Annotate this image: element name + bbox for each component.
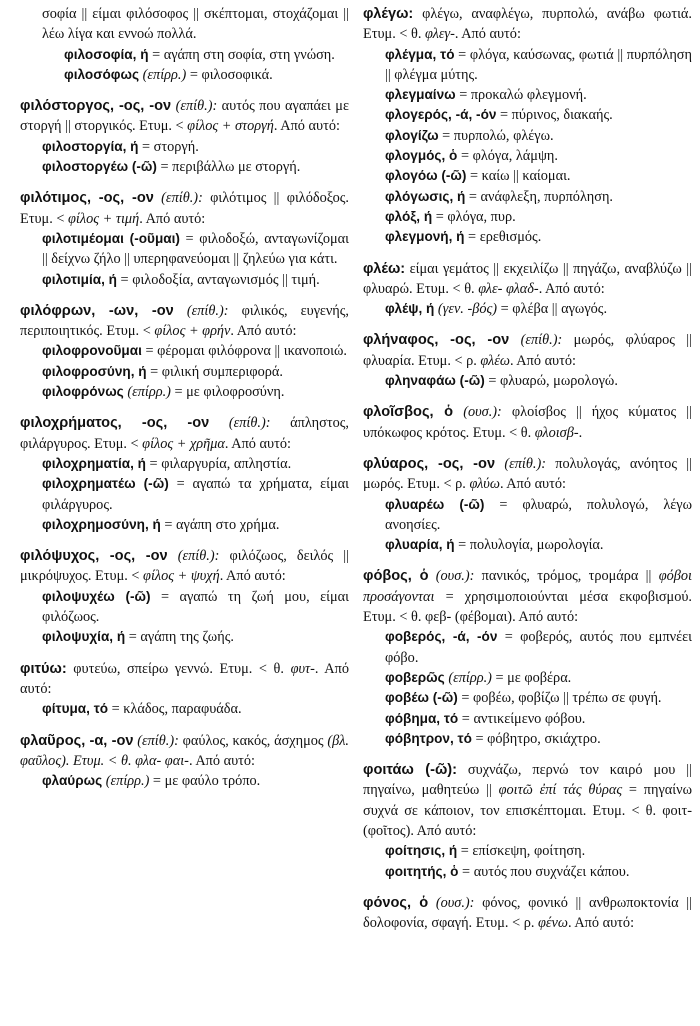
grammar-tag: (επίθ.): bbox=[173, 302, 229, 319]
entry-tail: . Από αυτό: bbox=[224, 435, 291, 452]
sub-headword: φλυαρία, ή bbox=[385, 537, 455, 553]
dictionary-entry bbox=[20, 301, 349, 402]
definition: φόνος, φονικό || ανθρωποκτονία || δολοφονία, σφαγή. Ετυμ. < ρ. bbox=[363, 894, 692, 932]
sub-definition: = αγάπη της ζωής. bbox=[125, 629, 234, 646]
sub-headword: φλυαρέω (-ῶ) bbox=[385, 496, 485, 512]
entry-headline bbox=[363, 760, 692, 841]
definition: πολυλογάς, ανόητος || μωρός. Ετυμ. < ρ. bbox=[363, 455, 692, 493]
sub-entry bbox=[385, 495, 692, 536]
sub-entry bbox=[64, 45, 349, 65]
sub-definition: = πύρινος, διακαής. bbox=[496, 107, 613, 124]
sub-definition: = φέρομαι φιλόφρονα || ικανοποιώ. bbox=[141, 343, 347, 360]
right-column bbox=[363, 4, 692, 1026]
headword: φιλόψυχος, -ος, -ον bbox=[20, 548, 168, 565]
sub-entry bbox=[385, 105, 692, 125]
sub-entry bbox=[42, 229, 349, 270]
headword: φιλόφρων, -ων, -ον bbox=[20, 302, 174, 319]
sub-headword: φλογίζω bbox=[385, 127, 439, 143]
grammar-tag: (επίθ.): bbox=[171, 98, 218, 115]
sub-headword: φοίτησις, ή bbox=[385, 843, 458, 859]
sub-entry bbox=[385, 207, 692, 227]
sub-definition: = φοβέω, φοβίζω || τρέπω σε φυγή. bbox=[457, 690, 662, 707]
dictionary-entry bbox=[20, 413, 349, 535]
etymology: φίλος + στοργή bbox=[187, 118, 274, 135]
entry-tail: = πηγαίνω συχνά σε κάποιον, τον επισκέπτομαι. Ετυμ. < θ. φοιτ- (φοῖτος). Από αυτό: bbox=[363, 782, 692, 839]
sub-headword: φλογμός, ὁ bbox=[385, 148, 458, 164]
sub-headword: φοβέω (-ῶ) bbox=[385, 690, 458, 706]
entry-tail: . Από αυτό: bbox=[454, 26, 521, 43]
sub-headword: φοβερῶς bbox=[385, 669, 445, 685]
sub-entry bbox=[64, 65, 349, 85]
sub-headword: φιλοχρημοσύνη, ή bbox=[42, 516, 161, 532]
entry-headline bbox=[363, 402, 692, 443]
sub-definition: = φλυαρώ, πολυλογώ, λέγω ανοησίες. bbox=[385, 496, 692, 533]
sub-definition: = φιλοσοφικά. bbox=[186, 66, 273, 83]
etymology: φίλος + χρῆμα bbox=[142, 435, 225, 452]
etymology: φλύω bbox=[469, 476, 500, 493]
definition: μωρός, φλύαρος || φλυαρία. Ετυμ. < ρ. bbox=[363, 332, 693, 369]
sub-entry bbox=[42, 627, 349, 647]
dictionary-entry bbox=[363, 330, 692, 391]
sub-definition: = ανάφλεξη, πυρπόληση. bbox=[465, 188, 613, 205]
grammar-tag: (γεν. -βός) bbox=[434, 301, 498, 318]
headword: φιλόστοργος, -ος, -ον bbox=[20, 98, 172, 115]
sub-definition: = φλόγα, καύσωνας, φωτιά || πυρπόληση || φλέγμα μύτης. bbox=[385, 46, 692, 83]
sub-headword: φλόγωσις, ή bbox=[385, 188, 466, 204]
entry-headline bbox=[20, 659, 349, 700]
headword: φλύαρος, -ος, -ον bbox=[363, 455, 496, 472]
entry-headline bbox=[20, 188, 349, 229]
grammar-tag: (επίθ.): bbox=[167, 548, 220, 565]
sub-definition: = με φαύλο τρόπο. bbox=[149, 773, 261, 790]
etymology: φίλος + τιμή bbox=[68, 210, 140, 227]
sub-headword: φόβημα, τό bbox=[385, 710, 459, 726]
entry-tail: . Από αυτό: bbox=[219, 568, 286, 585]
dictionary-entry bbox=[363, 402, 692, 443]
entry-tail: . Από αυτό: bbox=[567, 915, 635, 932]
dictionary-entry bbox=[363, 760, 692, 882]
sub-headword: φιλοτιμία, ή bbox=[42, 271, 117, 287]
sub-definition: = προκαλώ φλεγμονή. bbox=[455, 87, 587, 104]
sub-entry bbox=[385, 126, 692, 146]
definition: συχνάζω, περνώ τον καιρό μου || πηγαίνω, μαθητεύω || bbox=[363, 762, 692, 799]
sub-definition: = φιλαργυρία, απληστία. bbox=[145, 455, 292, 472]
sub-definition: = ερεθισμός. bbox=[464, 229, 542, 246]
entry-headline bbox=[363, 259, 692, 300]
sub-definition: = αγαπώ τη ζωή μου, είμαι φιλόζωος. bbox=[42, 588, 350, 626]
sub-entry bbox=[385, 841, 692, 861]
sub-entry bbox=[385, 166, 692, 186]
sub-entry bbox=[385, 862, 692, 882]
sub-entry bbox=[385, 535, 692, 555]
sub-entry bbox=[42, 515, 349, 535]
definition: είμαι γεμάτος || εκχειλίζω || πηγάζω, αναβλύζω || φλυαρώ. Ετυμ. < θ. bbox=[363, 260, 692, 297]
sub-entry bbox=[42, 157, 349, 177]
sub-headword: φιλοσόφως bbox=[64, 66, 140, 82]
sub-headword: φλογόω (-ῶ) bbox=[385, 168, 467, 184]
sub-definition: = φλόγα, πυρ. bbox=[432, 208, 516, 225]
sub-entry bbox=[42, 270, 349, 290]
sub-headword: φιλοφρονοῦμαι bbox=[42, 343, 142, 359]
sub-definition: = αγάπη στη σοφία, στη γνώση. bbox=[148, 46, 335, 63]
sub-entry bbox=[385, 371, 692, 391]
sub-definition: = πυρπολώ, φλέγω. bbox=[438, 127, 554, 144]
dictionary-entry bbox=[363, 4, 692, 248]
sub-headword: φλέψ, ή bbox=[385, 301, 435, 317]
dictionary-entry bbox=[363, 893, 692, 934]
definition: άπληστος, φιλάργυρος. Ετυμ. < bbox=[20, 415, 349, 452]
definition: φλέγω, αναφλέγω, πυρπολώ, ανάβω φωτιά. Ετυμ. < θ. bbox=[363, 6, 692, 43]
entry-tail: . Από αυτό: bbox=[188, 752, 256, 769]
grammar-tag: (επίθ.): bbox=[133, 732, 179, 749]
sub-entry bbox=[385, 146, 692, 166]
sub-definition: = αγάπη στο χρήμα. bbox=[160, 516, 280, 533]
sub-headword: φοιτητής, ὁ bbox=[385, 863, 459, 879]
sub-entry bbox=[385, 299, 692, 319]
sub-entry bbox=[42, 474, 349, 515]
entry-headline bbox=[20, 731, 349, 772]
sub-definition: = επίσκεψη, φοίτηση. bbox=[457, 843, 586, 860]
sub-headword: φιλοσοφία, ή bbox=[64, 46, 149, 62]
entry-headline bbox=[363, 893, 692, 934]
sub-entry bbox=[42, 341, 349, 361]
sub-definition: = φλόγα, λάμψη. bbox=[457, 148, 558, 165]
etymology: φίλος + ψυχή bbox=[143, 568, 220, 585]
etymology: φένω bbox=[538, 915, 568, 932]
grammar-tag: (επίρρ.) bbox=[139, 66, 187, 83]
headword: φόνος, ὁ bbox=[363, 894, 429, 911]
etymology: φίλος + φρήν bbox=[154, 323, 231, 340]
entry-tail: . Από αυτό: bbox=[509, 352, 576, 369]
headword: φλέγω: bbox=[363, 6, 414, 22]
entry-headline bbox=[20, 301, 349, 342]
entry-tail: . bbox=[578, 424, 583, 441]
sub-headword: φιλοχρηματία, ή bbox=[42, 455, 146, 471]
headword: φόβος, ὁ bbox=[363, 568, 429, 585]
sub-headword: φόβητρον, τό bbox=[385, 730, 472, 746]
grammar-tag: (επίθ.): bbox=[153, 190, 203, 207]
headword: φιλότιμος, -ος, -ον bbox=[20, 190, 154, 207]
sub-entry bbox=[42, 382, 349, 402]
dictionary-entry bbox=[20, 731, 349, 792]
sub-definition: = φλυαρώ, μωρολογώ. bbox=[484, 373, 618, 390]
sub-definition: = κλάδος, παραφυάδα. bbox=[108, 701, 242, 718]
sub-headword: φιλοχρηματέω (-ῶ) bbox=[42, 476, 169, 492]
sub-definition: = αυτός που συχνάζει κάπου. bbox=[458, 863, 630, 880]
definition: φιλόζωος, δειλός || μικρόψυχος. Ετυμ. < bbox=[20, 548, 350, 585]
sub-headword: φλόξ, ή bbox=[385, 208, 433, 224]
sub-headword: φλεγμαίνω bbox=[385, 87, 456, 103]
sub-definition: = φιλοδοξία, ανταγωνισμός || τιμή. bbox=[116, 271, 320, 288]
sub-entry bbox=[42, 771, 349, 791]
sub-headword: φιλοστοργία, ή bbox=[42, 138, 139, 154]
sub-definition: = περιβάλλω με στοργή. bbox=[156, 159, 301, 176]
entry-continuation: σοφία || είμαι φιλόσοφος || σκέπτομαι, στοχάζομαι || λέω λίγα και εννοώ πολλά. bbox=[42, 6, 349, 43]
entry-headline bbox=[20, 413, 349, 454]
sub-definition: = στοργή. bbox=[138, 138, 199, 155]
grammar-tag: (ουσ.): bbox=[453, 404, 502, 421]
sub-definition: = καίω || καίομαι. bbox=[466, 168, 571, 185]
grammar-tag: (επίθ.): bbox=[209, 415, 271, 432]
entry-headline bbox=[363, 566, 692, 627]
sub-headword: φιλοστοργέω (-ῶ) bbox=[42, 159, 157, 175]
sub-entry bbox=[385, 709, 692, 729]
dictionary-entry bbox=[20, 546, 349, 647]
dictionary-entry bbox=[363, 454, 692, 555]
sub-definition: = φόβητρο, σκιάχτρο. bbox=[471, 730, 601, 747]
headword: φλοῖσβος, ὁ bbox=[363, 404, 454, 421]
etymology: φλοισβ- bbox=[534, 424, 579, 441]
etymology: φοιτῶ ἐπί τάς θύρας bbox=[498, 782, 623, 799]
entry-headline bbox=[363, 4, 692, 45]
sub-entry bbox=[42, 362, 349, 382]
sub-headword: φιλοψυχέω (-ῶ) bbox=[42, 588, 151, 604]
headword: φιτύω: bbox=[20, 660, 67, 677]
dictionary-entry bbox=[20, 188, 349, 289]
sub-headword: φλεγμονή, ή bbox=[385, 229, 465, 245]
sub-definition: = με φοβέρα. bbox=[491, 669, 572, 686]
headword: φλαῦρος, -α, -ον bbox=[20, 732, 134, 749]
sub-headword: φλογερός, -ά, -όν bbox=[385, 107, 497, 123]
entry-headline bbox=[363, 330, 692, 371]
etymology: φυτ- bbox=[290, 660, 315, 677]
sub-headword: φλέγμα, τό bbox=[385, 46, 455, 62]
dictionary-entry bbox=[20, 96, 349, 177]
sub-entry bbox=[385, 187, 692, 207]
etymology: φλεγ- bbox=[425, 26, 455, 43]
sub-entry bbox=[42, 699, 349, 719]
sub-definition: = φοβερός, αυτός που εμπνέει φόβο. bbox=[385, 629, 692, 666]
sub-entry bbox=[385, 729, 692, 749]
sub-definition: = φιλική συμπεριφορά. bbox=[146, 363, 283, 380]
dictionary-entry bbox=[363, 259, 692, 320]
entry-headline bbox=[20, 96, 349, 137]
sub-entry bbox=[42, 137, 349, 157]
headword: φλήναφος, -ος, -ον bbox=[363, 332, 510, 349]
sub-definition: = φλέβα || αγωγός. bbox=[497, 301, 608, 318]
etymology: φλε- φλαδ- bbox=[478, 280, 539, 297]
etymology: (βλ. φαῦλος). Ετυμ. < θ. φλα- φαι- bbox=[20, 732, 349, 769]
grammar-tag: (επίθ.): bbox=[495, 455, 547, 472]
sub-entry bbox=[42, 454, 349, 474]
sub-headword: φιλοφρόνως bbox=[42, 384, 124, 400]
dictionary-entry bbox=[20, 659, 349, 720]
definition: φυτεύω, σπείρω γεννώ. Ετυμ. < θ. bbox=[66, 660, 291, 677]
grammar-tag: (ουσ.): bbox=[428, 568, 475, 585]
entry-tail: . Από αυτό: bbox=[20, 660, 349, 697]
definition: αυτός που αγαπάει με στοργή || στοργικός. Ετυμ. < bbox=[20, 98, 349, 135]
entry-headline bbox=[363, 454, 692, 495]
sub-definition: = αγαπώ τα χρήματα, είμαι φιλάργυρος. bbox=[42, 476, 349, 513]
grammar-tag: (επίρρ.) bbox=[444, 669, 492, 686]
sub-entry bbox=[385, 85, 692, 105]
sub-headword: φιλοτιμέομαι (-οῦμαι) bbox=[42, 230, 180, 246]
sub-headword: φίτυμα, τό bbox=[42, 701, 109, 717]
sub-headword: φλαύρως bbox=[42, 773, 103, 789]
sub-entry bbox=[385, 668, 692, 688]
entry-tail: . Από αυτό: bbox=[139, 210, 206, 227]
definition: φαύλος, κακός, άσχημος bbox=[178, 732, 328, 749]
grammar-tag: (επίθ.): bbox=[509, 332, 563, 349]
definition: φλοίσβος || ήχος κύματος || υπόκωφος κρότος. Ετυμ. < θ. bbox=[363, 404, 692, 441]
sub-definition: = με φιλοφροσύνη. bbox=[170, 384, 285, 401]
sub-definition: = αντικείμενο φόβου. bbox=[458, 710, 586, 727]
headword: φλέω: bbox=[363, 260, 406, 277]
definition: πανικός, τρόμος, τρομάρα || bbox=[474, 568, 659, 585]
sub-headword: φληναφάω (-ῶ) bbox=[385, 373, 485, 389]
grammar-tag: (επίρρ.) bbox=[123, 384, 171, 401]
etymology: φλέω bbox=[480, 352, 510, 369]
dictionary-entry bbox=[363, 566, 692, 749]
sub-entry bbox=[385, 688, 692, 708]
sub-entry bbox=[385, 45, 692, 86]
sub-entry bbox=[385, 627, 692, 668]
entry-tail: = χρησιμοποιούνται μέσα εκφοβισμού. Ετυμ. < θ. φεβ- (φέβομαι). Από αυτό: bbox=[363, 588, 692, 626]
headword: φοιτάω (-ῶ): bbox=[363, 762, 457, 779]
entry-tail: . Από αυτό: bbox=[273, 118, 340, 135]
etymology: φόβοι προσάγονται bbox=[363, 568, 692, 605]
grammar-tag: (ουσ.): bbox=[428, 894, 475, 911]
entry-tail: . Από αυτό: bbox=[538, 280, 605, 297]
definition: φιλότιμος || φιλόδοξος. Ετυμ. < bbox=[20, 190, 349, 227]
sub-headword: φιλοφροσύνη, ή bbox=[42, 363, 147, 379]
sub-entry bbox=[42, 587, 349, 628]
dictionary-entry bbox=[20, 4, 349, 85]
sub-headword: φιλοψυχία, ή bbox=[42, 629, 126, 645]
sub-entry bbox=[385, 227, 692, 247]
entry-tail: . Από αυτό: bbox=[499, 476, 566, 493]
sub-definition: = φιλοδοξώ, ανταγωνίζομαι || δείχνω ζήλο || υπερηφανεύομαι || ζηλεύω για κάτι. bbox=[42, 230, 349, 268]
grammar-tag: (επίρρ.) bbox=[102, 773, 150, 790]
entry-tail: . Από αυτό: bbox=[230, 323, 297, 340]
entry-headline bbox=[20, 546, 349, 587]
sub-headword: φοβερός, -ά, -όν bbox=[385, 629, 498, 645]
headword: φιλοχρήματος, -ος, -ον bbox=[20, 415, 210, 432]
definition: φιλικός, ευγενής, περιποιητικός. Ετυμ. < bbox=[20, 302, 349, 340]
sub-definition: = πολυλογία, μωρολογία. bbox=[454, 537, 604, 554]
left-column bbox=[20, 4, 349, 1026]
